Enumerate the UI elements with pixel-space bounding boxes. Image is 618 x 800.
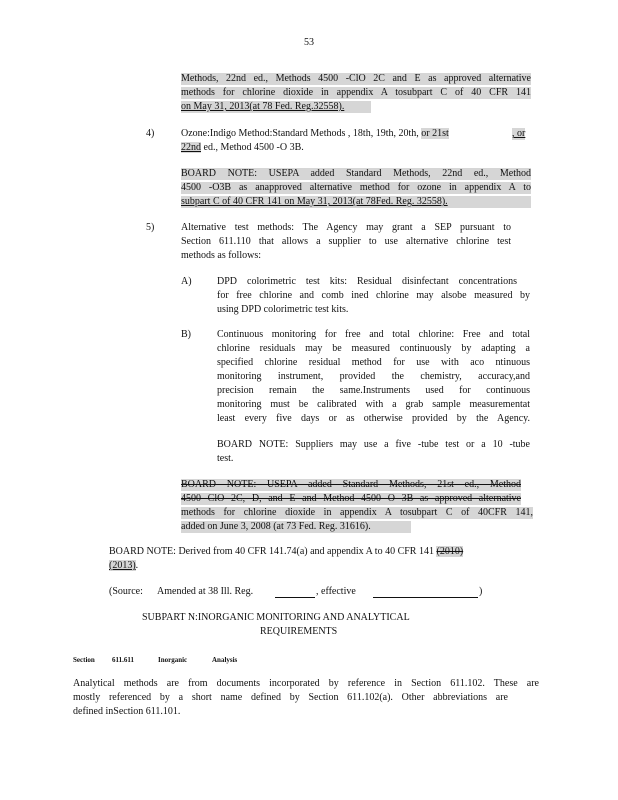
- note-b-line-2: test.: [217, 453, 234, 464]
- board-note-2010: (2010): [436, 546, 464, 557]
- note-4-line-1: BOARD NOTE: USEPA added Standard Methods, 22nd ed., Method: [181, 168, 531, 179]
- item-b-number: B): [181, 329, 191, 340]
- section-title-b: Analysis: [212, 656, 238, 664]
- item-b-line-3: specified chlorine residual method for use with aco ntinuous: [217, 357, 530, 368]
- strike-note-line-1: BOARD NOTE: USEPA added Standard Methods, 21st ed., Method: [181, 479, 521, 490]
- item-4-line-1: [181, 128, 481, 140]
- strike-note-line-2: 4500 ClO 2C, D, and E and Method 4500 O 3B as approved alternative: [181, 493, 521, 504]
- board-note-line-2: [109, 560, 138, 572]
- top-block-line-3: on May 31, 2013(at 78 Fed. Reg.32558).: [181, 101, 371, 113]
- item-5-line-2: Section 611.110 that allows a supplier to use alternative chlorine test: [181, 236, 511, 247]
- item-4-text-22nd: 22nd: [181, 142, 201, 153]
- strike-note-line-3: methods for chlorine dioxide in appendix A tosubpart C of 40CFR 141,: [181, 507, 533, 518]
- item-a-line-1: DPD colorimetric test kits: Residual disinfectant concentrations: [217, 276, 517, 287]
- source-amended: Amended at 38 Ill. Reg.: [157, 586, 254, 597]
- top-block-line-2: methods for chlorine dioxide in appendix A tosubpart C of 40 CFR 141: [181, 87, 531, 98]
- item-b-line-2: chlorine residuals may be measured continuously by adapting a: [217, 343, 530, 354]
- source-effective: , effective: [316, 586, 356, 597]
- item-4-line-2: [181, 142, 304, 154]
- note-b-line-1: BOARD NOTE: Suppliers may use a five -tube test or a 10 -tube: [217, 439, 530, 450]
- final-para-line-2: mostly referenced by a short name defined by Section 611.102(a). Other abbreviations are: [73, 692, 508, 703]
- final-para-line-3: defined inSection 611.101.: [73, 706, 181, 717]
- final-para-line-1: Analytical methods are from documents incorporated by reference in Section 611.102. These are: [73, 678, 539, 689]
- strike-note-line-4: added on June 3, 2008 (at 73 Fed. Reg. 31616).: [181, 521, 411, 533]
- note-4-line-3: subpart C of 40 CFR 141 on May 31, 2013(at 78Fed. Reg. 32558).: [181, 196, 531, 208]
- item-5-line-1: Alternative test methods: The Agency may grant a SEP pursuant to: [181, 222, 511, 233]
- item-a-number: A): [181, 276, 192, 287]
- source-open: (Source:: [109, 586, 143, 597]
- item-5-number: 5): [146, 222, 155, 233]
- board-note-text: BOARD NOTE: Derived from 40 CFR 141.74(a) and appendix A to 40 CFR 141: [109, 546, 434, 557]
- source-effective-blank: [373, 597, 478, 598]
- note-4-line-2: 4500 -O3B as anapproved alternative method for ozone in appendix A to: [181, 182, 531, 193]
- board-note-2013: (2013): [109, 560, 136, 571]
- section-title-a: Inorganic: [158, 656, 188, 664]
- item-b-line-1: Continuous monitoring for free and total chlorine: Free and total: [217, 329, 530, 340]
- source-reg-blank: [275, 597, 315, 598]
- page-number: 53: [304, 37, 314, 48]
- item-4-text-c: , or: [512, 128, 526, 139]
- item-b-line-5: precision remain the same.Instruments used for continuous: [217, 385, 530, 396]
- subpart-heading-line-1: SUBPART N:INORGANIC MONITORING AND ANALYTICAL: [142, 612, 410, 623]
- item-a-line-2: for free chlorine and comb ined chlorine may alsobe measured by: [217, 290, 530, 301]
- item-4-text-b: or 21st: [421, 128, 449, 139]
- subpart-heading-line-2: REQUIREMENTS: [260, 626, 338, 637]
- item-b-line-7: least every five days or as otherwise provided by the Agency.: [217, 413, 530, 424]
- section-label: Section: [73, 656, 95, 664]
- item-b-line-4: monitoring instrument, provided the chemistry, accuracy,and: [217, 371, 530, 382]
- item-5-line-3: methods as follows:: [181, 250, 261, 261]
- item-4-number: 4): [146, 128, 155, 139]
- top-block-line-1: Methods, 22nd ed., Methods 4500 -ClO 2C and E as approved alternative: [181, 73, 531, 84]
- item-b-line-6: monitoring must be calibrated with a grab sample measurementat: [217, 399, 530, 410]
- item-4-text-a: Ozone:Indigo Method:Standard Methods , 18th, 19th, 20th,: [181, 128, 419, 139]
- item-a-line-3: using DPD colorimetric test kits.: [217, 304, 349, 315]
- source-close: ): [479, 586, 483, 597]
- board-note-line-1: [109, 546, 539, 558]
- section-number: 611.611: [112, 656, 134, 664]
- item-4-text-method: ed., Method 4500 -O 3B.: [203, 142, 304, 153]
- board-note-period: .: [135, 560, 139, 571]
